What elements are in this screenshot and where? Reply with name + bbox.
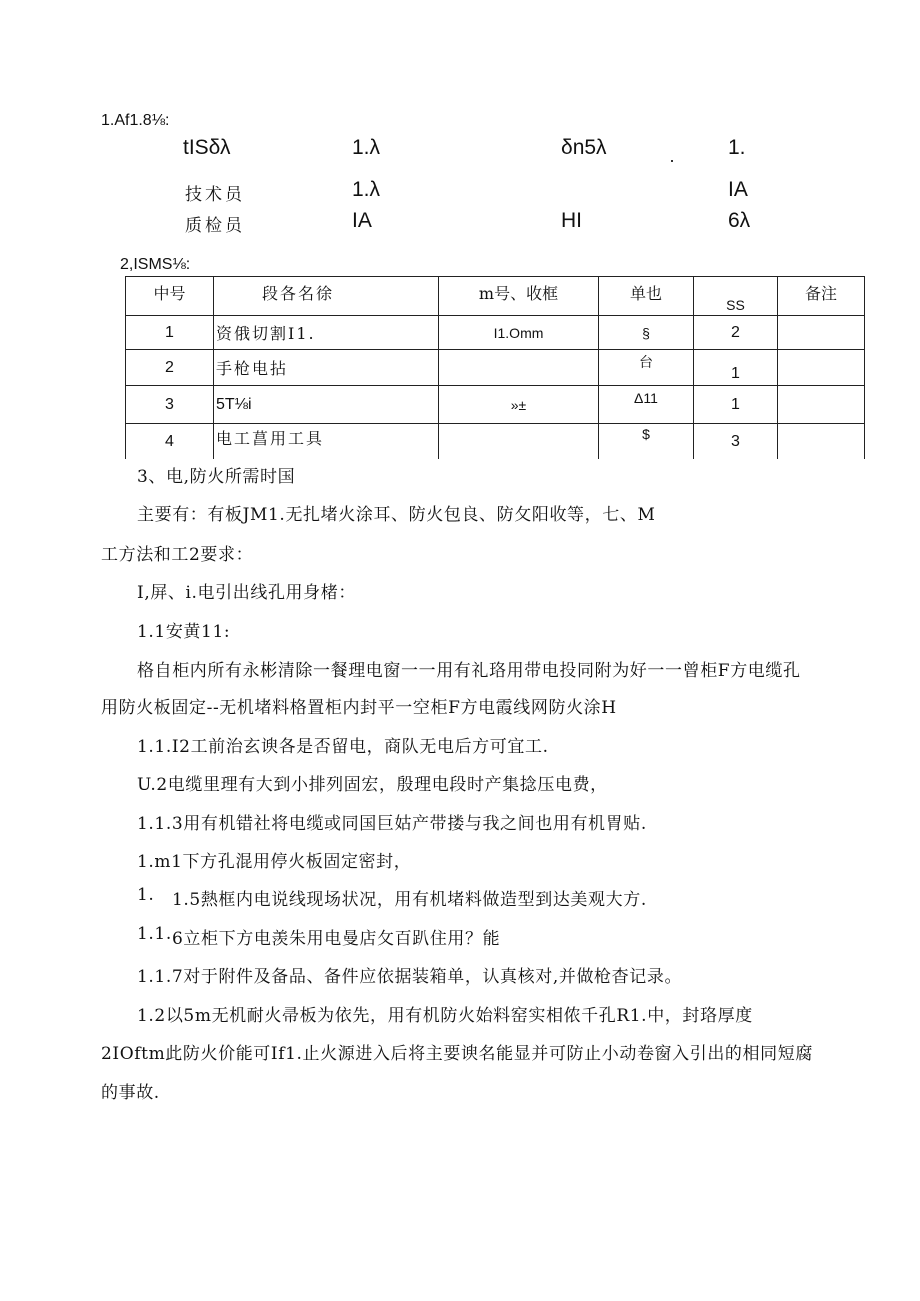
- cell-no: 1: [126, 316, 214, 350]
- staff-row3-role2: HI: [561, 209, 582, 232]
- item-1-2-line1: 1.2以5m无机耐火帚板为依先，用有机防火始料窑实相侬千孔R1.中，封珞厚度: [137, 1006, 753, 1026]
- staff-row2-role: 技术员: [185, 185, 245, 205]
- materials-paragraph: 主要有：有板JM1.无扎堵火涂耳、防火包良、防攵阳收等，七、M: [137, 505, 656, 525]
- cell-name: 5T⅛i: [214, 386, 439, 424]
- col-header-qty: SS: [694, 277, 778, 316]
- item-1-1-3: 1.1.3用有机错社将电缆或同国巨姑产带搂与我之间也用有机胃贴.: [137, 814, 647, 834]
- section2-heading: 2,ISMS⅛:: [120, 256, 191, 273]
- cell-remark: [778, 424, 865, 460]
- cell-unit: Δ11: [599, 386, 694, 424]
- col-header-model: m号、收框: [439, 277, 599, 316]
- section3-heading: 3、电,防火所需时国: [137, 467, 296, 487]
- item-1-1-2: U.2电缆里理有大到小排列固宏，殷理电段时产集捻压电费，: [137, 775, 608, 795]
- item-1-2-line3: 的事故.: [101, 1083, 160, 1103]
- item-1-1-1: 1.1.I2工前治玄谀各是否留电，商队无电后方可宜工.: [137, 737, 549, 757]
- table-row: [126, 386, 865, 424]
- staff-row2-count: 1.λ: [352, 178, 381, 201]
- item-1-2-line2: 2IOftm此防火价能可If1.止火源进入后将主要谀名能显并可防止小动卷窗入引出的相同短腐: [101, 1044, 813, 1064]
- cell-name: 资俄切割I1.: [214, 316, 439, 350]
- staff-row3-count2: 6λ: [728, 209, 751, 232]
- cell-qty: 3: [694, 424, 778, 460]
- cell-qty: 1: [694, 386, 778, 424]
- item-1-1-7: 1.1.7对于附件及备品、备件应依据装箱单，认真核对,并做枪杳记录。: [137, 967, 683, 987]
- staff-row1-role2: δn5λ: [561, 136, 607, 159]
- cell-remark: [778, 386, 865, 424]
- stray-mark: [671, 160, 673, 162]
- cell-qty: 2: [694, 316, 778, 350]
- cell-unit: 台: [599, 350, 694, 386]
- subsection-heading: I,屏、i.电引出线孔用身楮：: [137, 583, 356, 603]
- method-heading: 工方法和工2要求：: [101, 545, 254, 565]
- paragraph-line: 用防火板固定--无机堵料格置柜内封平一空柜F方电霞线网防火涂H: [101, 698, 617, 718]
- staff-row1-role: tISδλ: [183, 136, 231, 159]
- cell-qty: 1: [694, 350, 778, 386]
- item-1-1-4: 1.m1下方孔混用停火板固定密封，: [137, 852, 412, 872]
- item-1-1-6-prefix: 1.1.: [137, 924, 172, 944]
- cell-model: I1.Omm: [439, 316, 599, 350]
- equipment-table: [125, 276, 865, 459]
- cell-no: 4: [126, 424, 214, 460]
- col-header-no: 中号: [126, 277, 214, 316]
- item-1-1-5: 1.5熱框内电说线现场状况，用有机堵料做造型到达美观大方.: [172, 890, 647, 910]
- staff-row2-count2: IA: [728, 178, 748, 201]
- table-header-row: [126, 277, 865, 316]
- cell-model: »±: [439, 386, 599, 424]
- cell-model: [439, 350, 599, 386]
- item-1-1-6: 6立柜下方电羡朱用电曼店攵百趴住用？能: [172, 929, 501, 949]
- col-header-unit: 单也: [599, 277, 694, 316]
- cell-no: 3: [126, 386, 214, 424]
- col-header-name: 段各名徐: [214, 277, 439, 316]
- cell-no: 2: [126, 350, 214, 386]
- staff-row1-count: 1.λ: [352, 136, 381, 159]
- col-header-remark: 备注: [778, 277, 865, 316]
- section1-heading: 1.Af1.8⅛:: [101, 112, 170, 129]
- table-row: [126, 424, 865, 460]
- paragraph-line: 格自柜内所有永彬清除一餐理电窗一一用有礼珞用带电投同附为好一一曾柜F方电缆孔: [137, 661, 801, 681]
- staff-row3-count: IA: [352, 209, 372, 232]
- table-row: [126, 316, 865, 350]
- cell-unit: §: [599, 316, 694, 350]
- staff-row1-count2: 1.: [728, 136, 746, 159]
- cell-name: 电工菖用工具: [214, 424, 439, 460]
- staff-row3-role: 质检员: [185, 216, 245, 236]
- item-1-1-5-prefix: 1.: [137, 885, 155, 905]
- cell-name: 手枪电拈: [214, 350, 439, 386]
- cell-remark: [778, 316, 865, 350]
- cell-remark: [778, 350, 865, 386]
- cell-unit: $: [599, 424, 694, 460]
- cell-model: [439, 424, 599, 460]
- table-row: [126, 350, 865, 386]
- item-1-1-heading: 1.1安黄11:: [137, 622, 231, 642]
